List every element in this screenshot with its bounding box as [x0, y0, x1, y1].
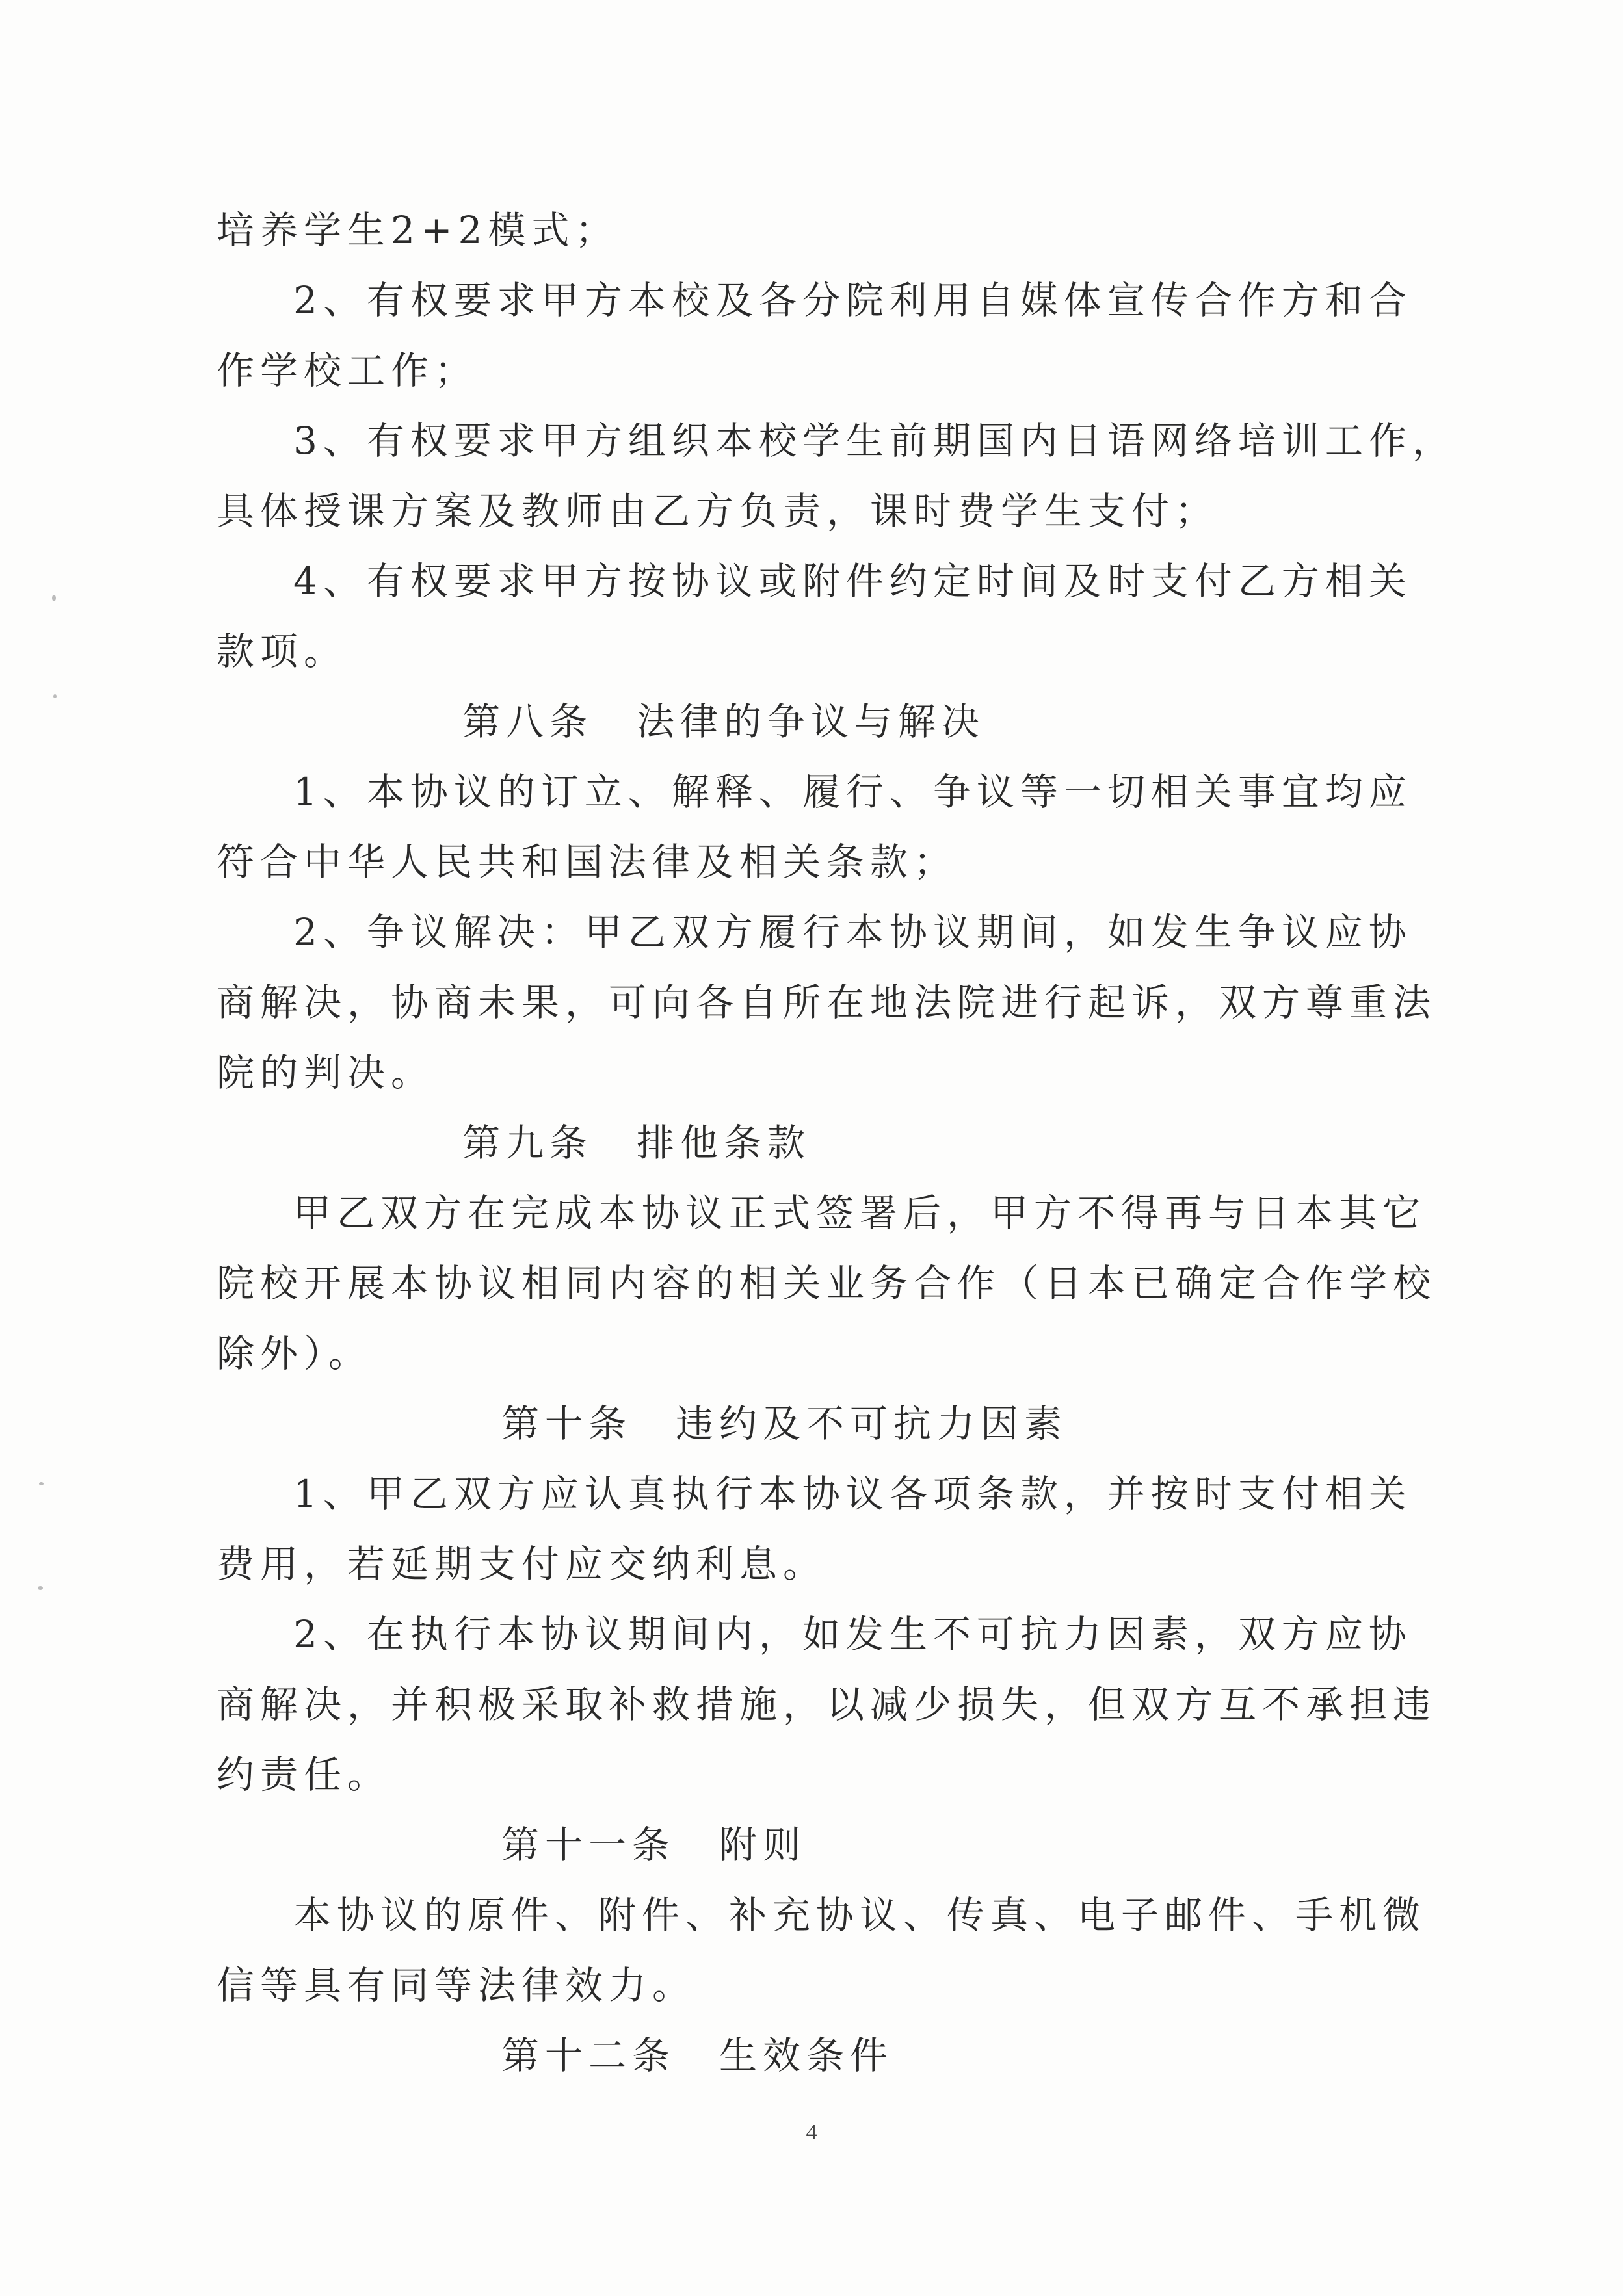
text-line: 培养学生2+2模式；: [217, 208, 619, 252]
text-line: 约责任。: [217, 1753, 391, 1797]
text-line: 2、有权要求甲方本校及各分院利用自媒体宣传合作方和合: [293, 278, 1412, 322]
text-line: 款项。: [217, 629, 348, 673]
text-line: 商解决，协商未果，可向各自所在地法院进行起诉，双方尊重法: [217, 980, 1437, 1024]
text-line: 本协议的原件、附件、补充协议、传真、电子邮件、手机微: [293, 1893, 1427, 1937]
page-number: 4: [806, 2120, 817, 2145]
text-line: 院的判决。: [217, 1050, 435, 1095]
text-line: 除外）。: [217, 1331, 373, 1376]
text-line: 1、甲乙双方应认真执行本协议各项条款，并按时支付相关: [293, 1472, 1412, 1516]
text-line: 费用，若延期支付应交纳利息。: [217, 1542, 827, 1586]
text-line: 作学校工作；: [217, 348, 479, 393]
text-line: 第十一条 附则: [501, 1823, 807, 1867]
text-line: 2、在执行本协议期间内，如发生不可抗力因素，双方应协: [293, 1612, 1412, 1656]
text-line: 符合中华人民共和国法律及相关条款；: [217, 840, 958, 884]
scan-speck: [52, 595, 56, 601]
text-line: 第八条 法律的争议与解决: [462, 699, 986, 744]
text-line: 第九条 排他条款: [462, 1121, 812, 1165]
text-line: 信等具有同等法律效力。: [217, 1963, 696, 2007]
text-line: 1、本协议的订立、解释、履行、争议等一切相关事宜均应: [293, 770, 1412, 814]
text-line: 第十二条 生效条件: [501, 2033, 894, 2078]
text-line: 3、有权要求甲方组织本校学生前期国内日语网络培训工作，: [293, 419, 1456, 463]
text-line: 具体授课方案及教师由乙方负责，课时费学生支付；: [217, 489, 1219, 533]
text-line: 甲乙双方在完成本协议正式签署后，甲方不得再与日本其它: [293, 1191, 1427, 1235]
text-line: 4、有权要求甲方按协议或附件约定时间及时支付乙方相关: [293, 559, 1412, 603]
scan-speck: [53, 694, 57, 698]
scan-speck: [39, 1482, 44, 1485]
text-line: 2、争议解决：甲乙双方履行本协议期间，如发生争议应协: [293, 910, 1412, 954]
text-line: 商解决，并积极采取补救措施，以减少损失，但双方互不承担违: [217, 1682, 1437, 1727]
document-body: [217, 195, 1456, 2091]
text-line: 院校开展本协议相同内容的相关业务合作（日本已确定合作学校: [217, 1261, 1437, 1305]
scan-speck: [38, 1586, 43, 1590]
text-line: 第十条 违约及不可抗力因素: [501, 1402, 1068, 1446]
